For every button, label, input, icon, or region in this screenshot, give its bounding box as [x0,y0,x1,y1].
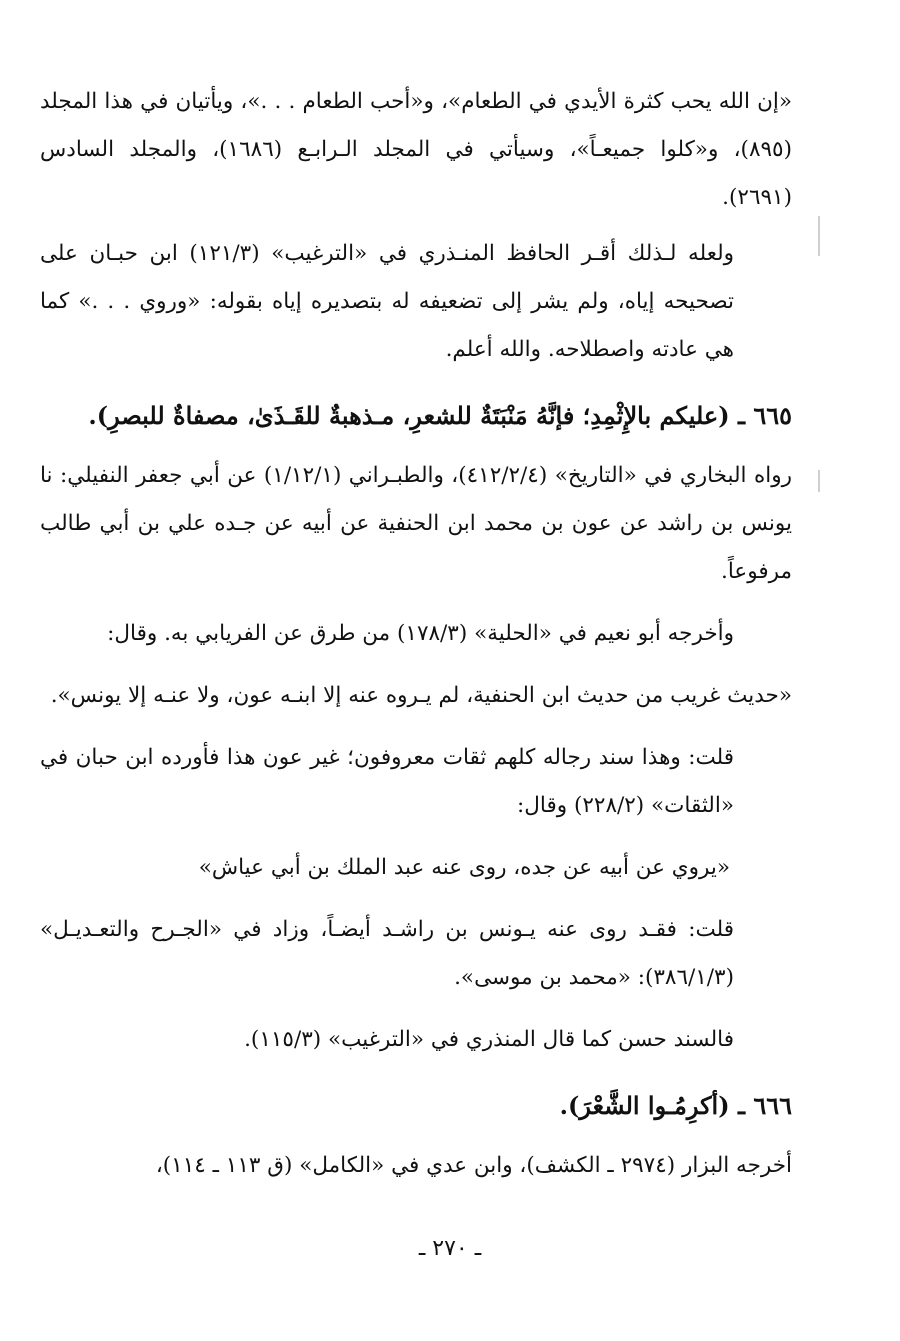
hadith-text: (عليكم بالإِثْمِدِ؛ فإنَّهُ مَنْبَتَةٌ للشعرِ، مـذهبةٌ للقَـذَىٰ، مصفاةٌ للبصرِ). [88,401,730,430]
paragraph-abu-nuaym: وأخرجه أبو نعيم في «الحلية» (١٧٨/٣) من طرق عن الفريابي به. وقال: [107,621,734,646]
hadith-number: ٦٦٥ ـ [737,401,792,430]
paragraph-takhrij-bukhari: رواه البخاري في «التاريخ» (٤١٢/٢/٤)، والطبـراني (١/١٢/١) عن أبي جعفر النفيلي: نا يونس بن راشد عن عون بن محمد ابن الحنفية عن أبيه عن جـده علي بن أبي طالب مرفوعاً. [40,463,792,584]
margin-mark [818,470,820,492]
paragraph-qultu-sanad: قلت: وهذا سند رجاله كلهم ثقات معروفون؛ غير عون هذا فأورده ابن حبان في «الثقات» (٢٢٨/٢) وقال: [40,745,734,818]
paragraph-qultu-jarh: قلت: فقـد روى عنه يـونس بن راشـد أيضـاً، وزاد في «الجـرح والتعـديـل» (٣٨٦/١/٣): «محمد بن موسى». [40,917,734,990]
paragraph-quote-gharib: «حديث غريب من حديث ابن الحنفية، لم يـروه عنه إلا ابنـه عون، ولا عنـه إلا يونس». [50,683,792,708]
paragraph-mundhiri: ولعله لـذلك أقـر الحافظ المنـذري في «الترغيب» (١٢١/٣) ابن حبـان على تصحيحه إياه، ولم يشر إلى تضعيفه له بتصديره إياه بقوله: «وروي . . .» كما هي عادته واصطلاحه. والله أعلم. [40,241,735,362]
hadith-665-heading [40,388,792,444]
page-body [40,78,792,1204]
paragraph-takhrij-bazzar: أخرجه البزار (٢٩٧٤ ـ الكشف)، وابن عدي في «الكامل» (ق ١١٣ ـ ١١٤)، [155,1153,792,1178]
page-number: ـ ٢٧٠ ـ [418,1236,482,1261]
hadith-number: ٦٦٦ ـ [737,1091,792,1120]
paragraph-intro: «إن الله يحب كثرة الأيدي في الطعام»، و«أحب الطعام . . .»، ويأتيان في هذا المجلد (٨٩٥)، و«كلوا جميعـاً»، وسيأتي في المجلد الـرابـع (١٦٨٦)، والمجلد السادس (٢٦٩١). [40,89,792,210]
hadith-text: (أكرِمُـوا الشَّعْرَ). [559,1091,730,1120]
margin-mark [818,216,820,256]
paragraph-quote-yarwi: «يروي عن أبيه عن جده، روى عنه عبد الملك بن أبي عياش» [198,855,730,880]
hadith-666-heading [40,1078,792,1134]
paragraph-conclusion: فالسند حسن كما قال المنذري في «الترغيب» (١١٥/٣). [244,1027,734,1052]
